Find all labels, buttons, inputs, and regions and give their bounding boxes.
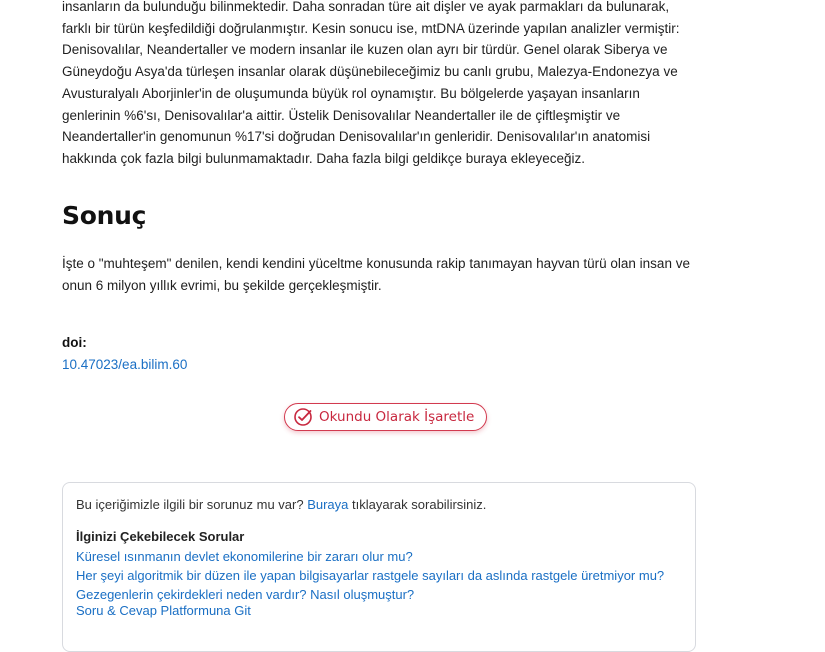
mark-as-read-label: Okundu Olarak İşaretle [319,409,475,425]
qa-prompt-text: Bu içeriğimizle ilgili bir sorunuz mu var? [76,497,304,512]
qa-prompt [76,497,486,512]
related-question-link[interactable]: Gezegenlerin çekirdekleri neden vardır? Nasıl oluşmuştur? [76,587,415,602]
list-item [76,547,664,566]
doi-link[interactable]: 10.47023/ea.bilim.60 [62,357,188,372]
related-questions-list [76,547,664,604]
qa-panel [62,482,696,652]
doi-label: doi: [62,335,87,350]
article-paragraph: insanların da bulunduğu bilinmektedir. Daha sonradan türe ait dişler ve ayak parmakları da bulunarak, farklı bir türün keşfedildiği doğrulanmıştır. Kesin sonucu ise, mtDNA üzerinde yapılan analizler vermiştir: Denisovalılar, Neandertaller ve modern insanlar ile kuzen olan ayrı bir türdür. Genel olarak Siberya ve Güneydoğu Asya'da türleşen insanlar olarak düşünebileceğimiz bu canlı grubu, Malezya-Endonezya ve Avusturalyalı Aborjinler'in de oluşumunda büyük rol oynamıştır. Bu bölgelerde yaşayan insanların genlerinin %6'sı, Denisovalılar'a aittir. Üstelik Denisovalılar Neandertaller ile de çiftleşmiştir ve Neandertaller'in genomunun %17'si doğrudan Denisovalılar'ın genleridir. Denisovalılar'ın anatomisi hakkında çok fazla bilgi bulunmamaktadır. Daha fazla bilgi geldikçe buraya ekleyeceğiz. [62,0,680,166]
conclusion-paragraph: İşte o "muhteşem" denilen, kendi kendini yüceltme konusunda rakip tanımayan hayvan türü olan insan ve onun 6 milyon yıllık evrimi, bu şekilde gerçekleşmiştir. [62,256,690,293]
qa-prompt-text-after: tıklayarak sorabilirsiniz. [352,497,487,512]
section-heading: Sonuç [62,201,147,230]
check-circle-icon [293,407,313,427]
qa-platform-link[interactable]: Soru & Cevap Platformuna Git [76,603,251,618]
related-question-link[interactable]: Küresel ısınmanın devlet ekonomilerine bir zararı olur mu? [76,549,413,564]
list-item [76,585,664,604]
mark-as-read-button[interactable] [284,403,487,431]
ask-question-link[interactable]: Buraya [307,497,349,512]
related-questions-title: İlginizi Çekebilecek Sorular [76,529,245,544]
related-question-link[interactable]: Her şeyi algoritmik bir düzen ile yapan bilgisayarlar rastgele sayıları da aslında rastgele üretmiyor mu? [76,568,665,583]
list-item [76,566,664,585]
